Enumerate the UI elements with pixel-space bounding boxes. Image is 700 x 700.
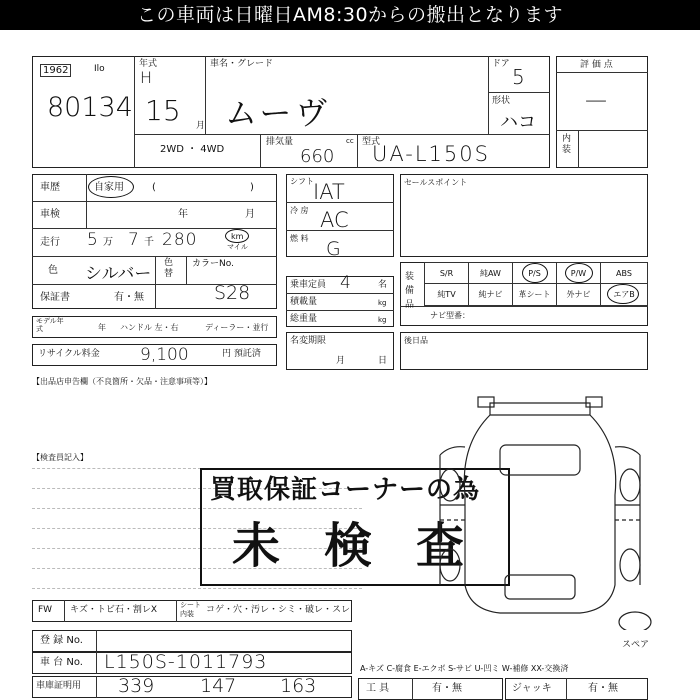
ac-label: 冷 房 (290, 206, 309, 215)
color-label: 色 (48, 265, 58, 276)
rear-window (505, 575, 575, 599)
handle-label: ハンドル 左・右 (120, 323, 179, 332)
windshield (500, 445, 580, 475)
seat-items: コゲ・穴・汚レ・シミ・破レ・スレ (206, 605, 351, 615)
history-circle (88, 176, 134, 198)
name-grade-label: 車名・グレード (210, 59, 274, 69)
door-label: ドア (492, 59, 510, 69)
km-label: km (231, 232, 244, 241)
body-label: 形状 (492, 96, 511, 106)
capacity-unit: 名 (378, 280, 388, 290)
mileage-rest: 280 (162, 230, 198, 250)
sales-label: セールスポイント (404, 178, 468, 187)
wheel-front-left (440, 469, 460, 501)
left-doors (440, 447, 465, 585)
weight-unit: kg (378, 316, 387, 324)
seat-label: シート内装 (180, 601, 201, 618)
door-value: 5 (512, 65, 525, 89)
recycle-label: リサイクル料金 (38, 349, 100, 359)
car-outline (464, 403, 615, 613)
color-no-value: S28 (214, 282, 251, 304)
repair-label: 後日品 (404, 336, 428, 345)
equip-cell-pw: P/W (556, 262, 601, 284)
dealer-label: ディーラー・並行 (205, 323, 269, 332)
ac-value: AC (320, 208, 349, 232)
jack-label: ジャッキ (512, 683, 552, 694)
model-year-label: モデル年式 (36, 317, 64, 333)
history-label: 車歴 (40, 182, 60, 193)
spare-tire (619, 612, 651, 630)
chassis-label: 車 台 No. (40, 657, 83, 668)
stamp-line1: 買取保証コーナーの為 (210, 475, 481, 505)
chassis-value: L150S-1011793 (104, 651, 268, 673)
year-value: 15 (145, 94, 181, 127)
cert-dim-length: 339 (118, 675, 155, 697)
equip-cell-tv: 純TV (424, 283, 469, 306)
warranty-options: 有・無 (114, 292, 144, 303)
nav-model-label: ナビ型番： (430, 311, 470, 320)
displacement-label: 排気量 (266, 137, 294, 147)
model-year-suffix: 年 (98, 323, 106, 332)
jack-options: 有・無 (588, 683, 618, 694)
cert-dim-width: 147 (200, 675, 237, 697)
equip-cell-leather: 革シート (512, 283, 557, 306)
tools-label: 工 具 (366, 683, 390, 694)
weight-label: 総重量 (290, 314, 318, 324)
equipment-label: 装備品 (405, 272, 415, 310)
sen-unit: 千 (144, 237, 154, 248)
equip-cell-ps: P/S (512, 262, 557, 284)
lot-tag: 1962 (40, 64, 71, 77)
right-doors (615, 447, 640, 585)
recycle-value: 9,100 (140, 345, 189, 365)
pw-circle (565, 263, 593, 283)
score-label: 評 価 点 (580, 60, 613, 70)
shift-label: シフト (290, 177, 314, 186)
color-no-label: カラーNo. (192, 259, 234, 269)
fw-items: キズ・トビ石・割レX (70, 605, 157, 615)
wheel-rear-right (620, 549, 640, 581)
spare-label: スペア (622, 640, 650, 650)
load-unit: kg (378, 299, 387, 307)
car-name: ムーヴ (225, 94, 332, 132)
color-change-label: 色替 (164, 258, 174, 279)
score-value: — (585, 88, 607, 113)
name-change-day: 日 (378, 356, 388, 366)
inspection-year-unit: 年 (178, 209, 188, 220)
mile-label: マイル (227, 243, 248, 251)
era-value: H (140, 68, 153, 87)
interior-label: 内装 (562, 134, 572, 155)
mileage-sen: 7 (128, 230, 139, 250)
inspection-label: 車検 (40, 209, 60, 220)
capacity-label: 乗車定員 (290, 280, 327, 290)
year-label: 年式 (139, 59, 158, 69)
color-value: シルバー (85, 264, 152, 284)
capacity-value: 4 (340, 273, 351, 293)
inspector-notes-label: 【検査員記入】 (32, 453, 88, 462)
km-circle (225, 229, 249, 243)
damage-legend: A-キズ C-腐食 E-エクボ S-サビ U-凹ミ W-補修 XX-交換済 (360, 664, 569, 673)
fuel-value: G (326, 238, 341, 260)
body-value: ハコ (500, 112, 536, 133)
airbag-circle (607, 284, 639, 304)
car-diagram (420, 385, 660, 630)
equip-cell-sr: S/R (424, 262, 469, 284)
model-label: 型式 (362, 137, 381, 147)
equip-cell-nav: 純ナビ (468, 283, 513, 306)
equip-cell-abs: ABS (600, 262, 648, 284)
stamp-line2: 未検査 (232, 518, 509, 574)
fw-label: FW (38, 605, 53, 615)
fuel-label: 燃 料 (290, 234, 309, 243)
displacement-unit: cc (346, 137, 354, 145)
name-change-month: 月 (336, 356, 346, 366)
load-label: 積載量 (290, 297, 318, 307)
cert-dim-height: 163 (280, 675, 317, 697)
man-unit: 万 (103, 237, 113, 248)
banner-notice: この車両は日曜日AM8:30からの搬出となります (0, 0, 700, 30)
model-value: UA-L150S (372, 142, 490, 166)
name-change-label: 名変期限 (290, 336, 327, 346)
recycle-unit: 円 預託済 (222, 349, 261, 359)
month-label: 月 (196, 121, 206, 131)
history-value: 自家用 (94, 182, 124, 193)
equip-cell-airbag: エアB (600, 283, 648, 306)
seller-notes-label: 【出品店申告欄（不良箇所・欠品・注意事項等）】 (32, 377, 212, 386)
paren-close: ) (250, 182, 254, 193)
cert-label: 車庫証明用 (36, 681, 82, 691)
paren-open: ( (152, 182, 156, 193)
tools-options: 有・無 (432, 683, 462, 694)
shift-value: IAT (313, 180, 345, 204)
reg-label: 登 録 No. (40, 635, 83, 646)
wheel-rear-left (440, 549, 460, 581)
warranty-label: 保証書 (40, 292, 70, 303)
equip-cell-aw: 純AW (468, 262, 513, 284)
inspection-month-unit: 月 (245, 209, 255, 220)
lot-suffix: Ilo (94, 64, 105, 74)
equip-cell-extnav: 外ナビ (556, 283, 601, 306)
lot-number: 80134 (47, 92, 133, 123)
drive-label: 2WD ・ 4WD (160, 144, 225, 155)
displacement-value: 660 (300, 146, 335, 167)
wheel-front-right (620, 469, 640, 501)
mileage-man: 5 (87, 230, 98, 250)
mileage-label: 走行 (40, 237, 60, 248)
ps-circle (522, 263, 548, 283)
